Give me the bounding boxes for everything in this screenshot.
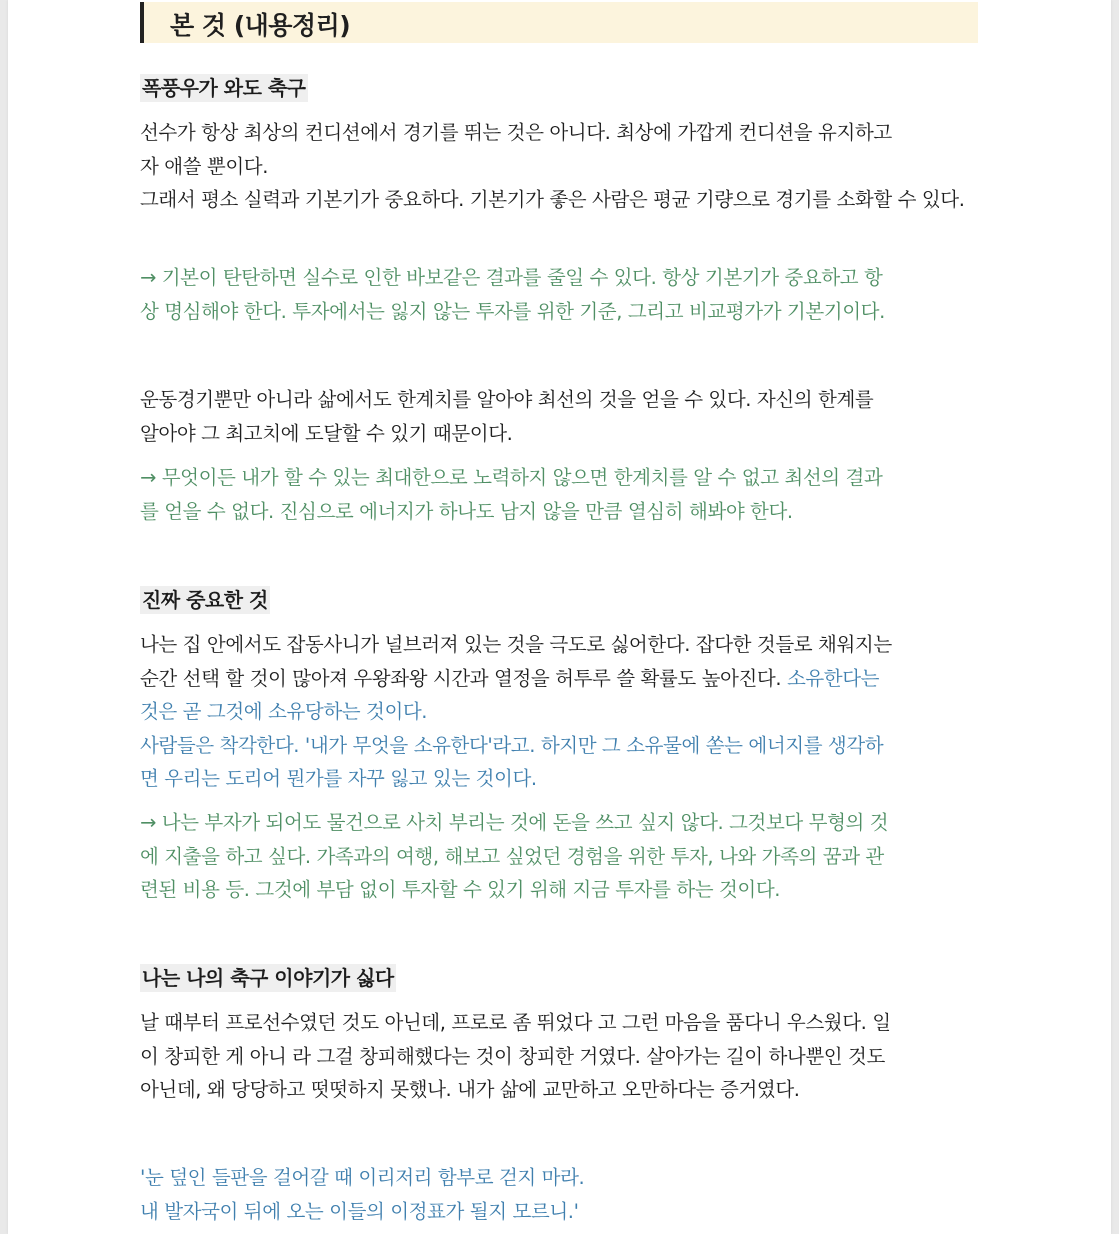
note-line: → 기본이 탄탄하면 실수로 인한 바보같은 결과를 줄일 수 있다. 항상 기본기가 중요하고 항 xyxy=(140,266,883,289)
text-line: 나는 집 안에서도 잡동사니가 널브러져 있는 것을 극도로 싫어한다. 잡다한 것들로 채워지는 xyxy=(140,633,892,656)
section-heading-storm-football: 폭풍우가 와도 축구 xyxy=(142,76,306,100)
highlight-line: 면 우리는 도리어 뭔가를 자꾸 잃고 있는 것이다. xyxy=(140,767,537,790)
note-line: 를 얻을 수 없다. 진심으로 에너지가 하나도 남지 않을 만큼 열심히 해봐야 한다. xyxy=(140,499,793,523)
note-line: 련된 비용 등. 그것에 부담 없이 투자할 수 있기 위해 지금 투자를 하는 것이다. xyxy=(140,878,781,901)
highlight-line: 것은 곧 그것에 소유당하는 것이다. xyxy=(140,700,428,723)
page-title: 본 것 (내용정리) xyxy=(170,11,351,40)
note-line: → 나는 부자가 되어도 물건으로 사치 부리는 것에 돈을 쓰고 싶지 않다. 그것보다 무형의 것 xyxy=(140,811,889,834)
text-line: 자 애쓸 뿐이다. xyxy=(140,154,269,178)
text-line: 아닌데, 왜 당당하고 떳떳하지 못했나. 내가 삶에 교만하고 오만하다는 증거였다. xyxy=(140,1078,800,1101)
quote-line: '눈 덮인 들판을 걸어갈 때 이리저리 함부로 걷지 마라. xyxy=(140,1166,585,1189)
section-heading-football-story: 나는 나의 축구 이야기가 싫다 xyxy=(142,966,394,990)
note-line: → 무엇이든 내가 할 수 있는 최대한으로 노력하지 않으면 한계치를 알 수 없고 최선의 결과 xyxy=(140,466,883,489)
text-line: 이 창피한 게 아니 라 그걸 창피해했다는 것이 창피한 거였다. 살아가는 길이 하나뿐인 것도 xyxy=(140,1044,885,1068)
text-segment: 순간 선택 할 것이 많아져 우왕좌왕 시간과 열정을 허투루 쓸 확률도 높아진다. xyxy=(140,666,787,690)
text-line: 수 있다. xyxy=(897,188,965,211)
section3-quote xyxy=(140,1161,988,1228)
section-heading-what-matters: 진짜 중요한 것 xyxy=(142,588,268,612)
document-page xyxy=(8,0,1111,1234)
highlight-line: 사람들은 착각한다. '내가 무엇을 소유한다'라고. 하지만 그 소유물에 쏟는 에너지를 생각하 xyxy=(140,733,884,757)
text-line: 날 때부터 프로선수였던 것도 아닌데, 프로로 좀 뛰었다 고 그런 마음을 품다니 우스웠다. 일 xyxy=(140,1011,891,1034)
text-line xyxy=(140,667,879,690)
section1-body2 xyxy=(140,383,988,450)
highlight-segment: 소유한다는 xyxy=(786,666,880,690)
section1-note2 xyxy=(140,461,988,528)
section1-body xyxy=(140,116,988,217)
note-line: 에 지출을 하고 싶다. 가족과의 여행, 해보고 싶었던 경험을 위한 투자, 나와 가족의 꿈과 관 xyxy=(140,844,884,868)
text-line: 운동경기뿐만 아니라 삶에서도 한계치를 알아야 최선의 것을 얻을 수 있다. 자신의 한계를 xyxy=(140,388,874,411)
section3-body xyxy=(140,1006,988,1107)
note-line: 상 명심해야 한다. 투자에서는 잃지 않는 투자를 위한 기준, 그리고 비교평가가 기본기이다. xyxy=(140,299,885,323)
text-line: 선수가 항상 최상의 컨디션에서 경기를 뛰는 것은 아니다. 최상에 가깝게 컨디션을 유지하고 xyxy=(140,121,892,144)
text-line: 그래서 평소 실력과 기본기가 중요하다. 기본기가 좋은 사람은 평균 기량으로 경기를 소화할 xyxy=(140,188,892,211)
text-line: 알아야 그 최고치에 도달할 수 있기 때문이다. xyxy=(140,421,513,445)
section2-body xyxy=(140,628,988,796)
section-header-box xyxy=(140,2,978,43)
quote-line: 내 발자국이 뒤에 오는 이들의 이정표가 될지 모르니.' xyxy=(140,1199,579,1223)
section1-note xyxy=(140,261,988,328)
section2-note xyxy=(140,806,988,907)
